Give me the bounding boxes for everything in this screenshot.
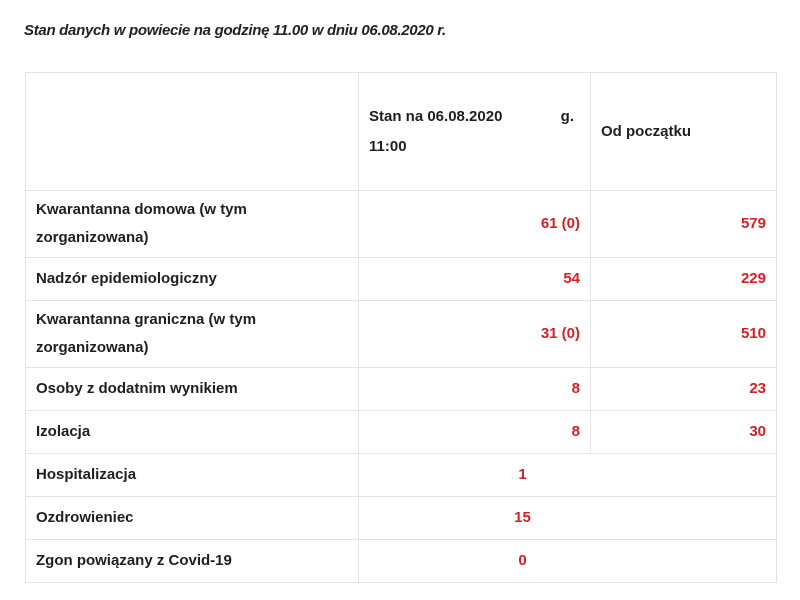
row-current-value: 8 [359,368,591,411]
table-row [26,368,777,411]
table-row [26,411,777,454]
row-label: Hospitalizacja [26,454,359,497]
header-current-time: 11:00 [369,137,407,155]
row-total-value: 23 [591,368,777,411]
row-total-value: 229 [591,258,777,301]
row-total-value: 30 [591,411,777,454]
row-current-value: 8 [359,411,591,454]
row-total-value: 510 [591,301,777,368]
row-label-line1: Kwarantanna graniczna (w tym [36,311,257,328]
row-merged-value [359,497,777,540]
table-row-merged [26,497,777,540]
header-since-start: Od początku [591,73,777,191]
row-total-value: 579 [591,191,777,258]
row-current-value: 61 (0) [359,191,591,258]
row-current-value: 31 (0) [359,301,591,368]
row-label-line1: Kwarantanna domowa (w tym [36,201,247,218]
row-label [26,301,359,368]
merged-value-text: 0 [518,552,527,569]
row-label: Zgon powiązany z Covid-19 [26,540,359,583]
covid-stats-table [25,72,777,583]
row-current-value: 54 [359,258,591,301]
merged-value-text: 1 [518,466,527,483]
header-empty-cell [26,73,359,191]
table-header-row [26,73,777,191]
merged-value-text: 15 [514,509,531,526]
table-row [26,301,777,368]
row-label: Izolacja [26,411,359,454]
row-merged-value [359,540,777,583]
table-row [26,258,777,301]
row-label: Nadzór epidemiologiczny [26,258,359,301]
header-current-suffix: g. [560,107,574,125]
row-label: Ozdrowieniec [26,497,359,540]
page-title: Stan danych w powiecie na godzinę 11.00 w dniu 06.08.2020 r. [24,22,446,39]
table-row-merged [26,454,777,497]
table-row [26,191,777,258]
table-row-merged [26,540,777,583]
header-current-date: Stan na 06.08.2020 [369,107,503,125]
row-label: Osoby z dodatnim wynikiem [26,368,359,411]
row-merged-value [359,454,777,497]
header-current-status [359,73,591,191]
row-label-line2: zorganizowana) [36,229,149,246]
row-label-line2: zorganizowana) [36,339,149,356]
row-label [26,191,359,258]
